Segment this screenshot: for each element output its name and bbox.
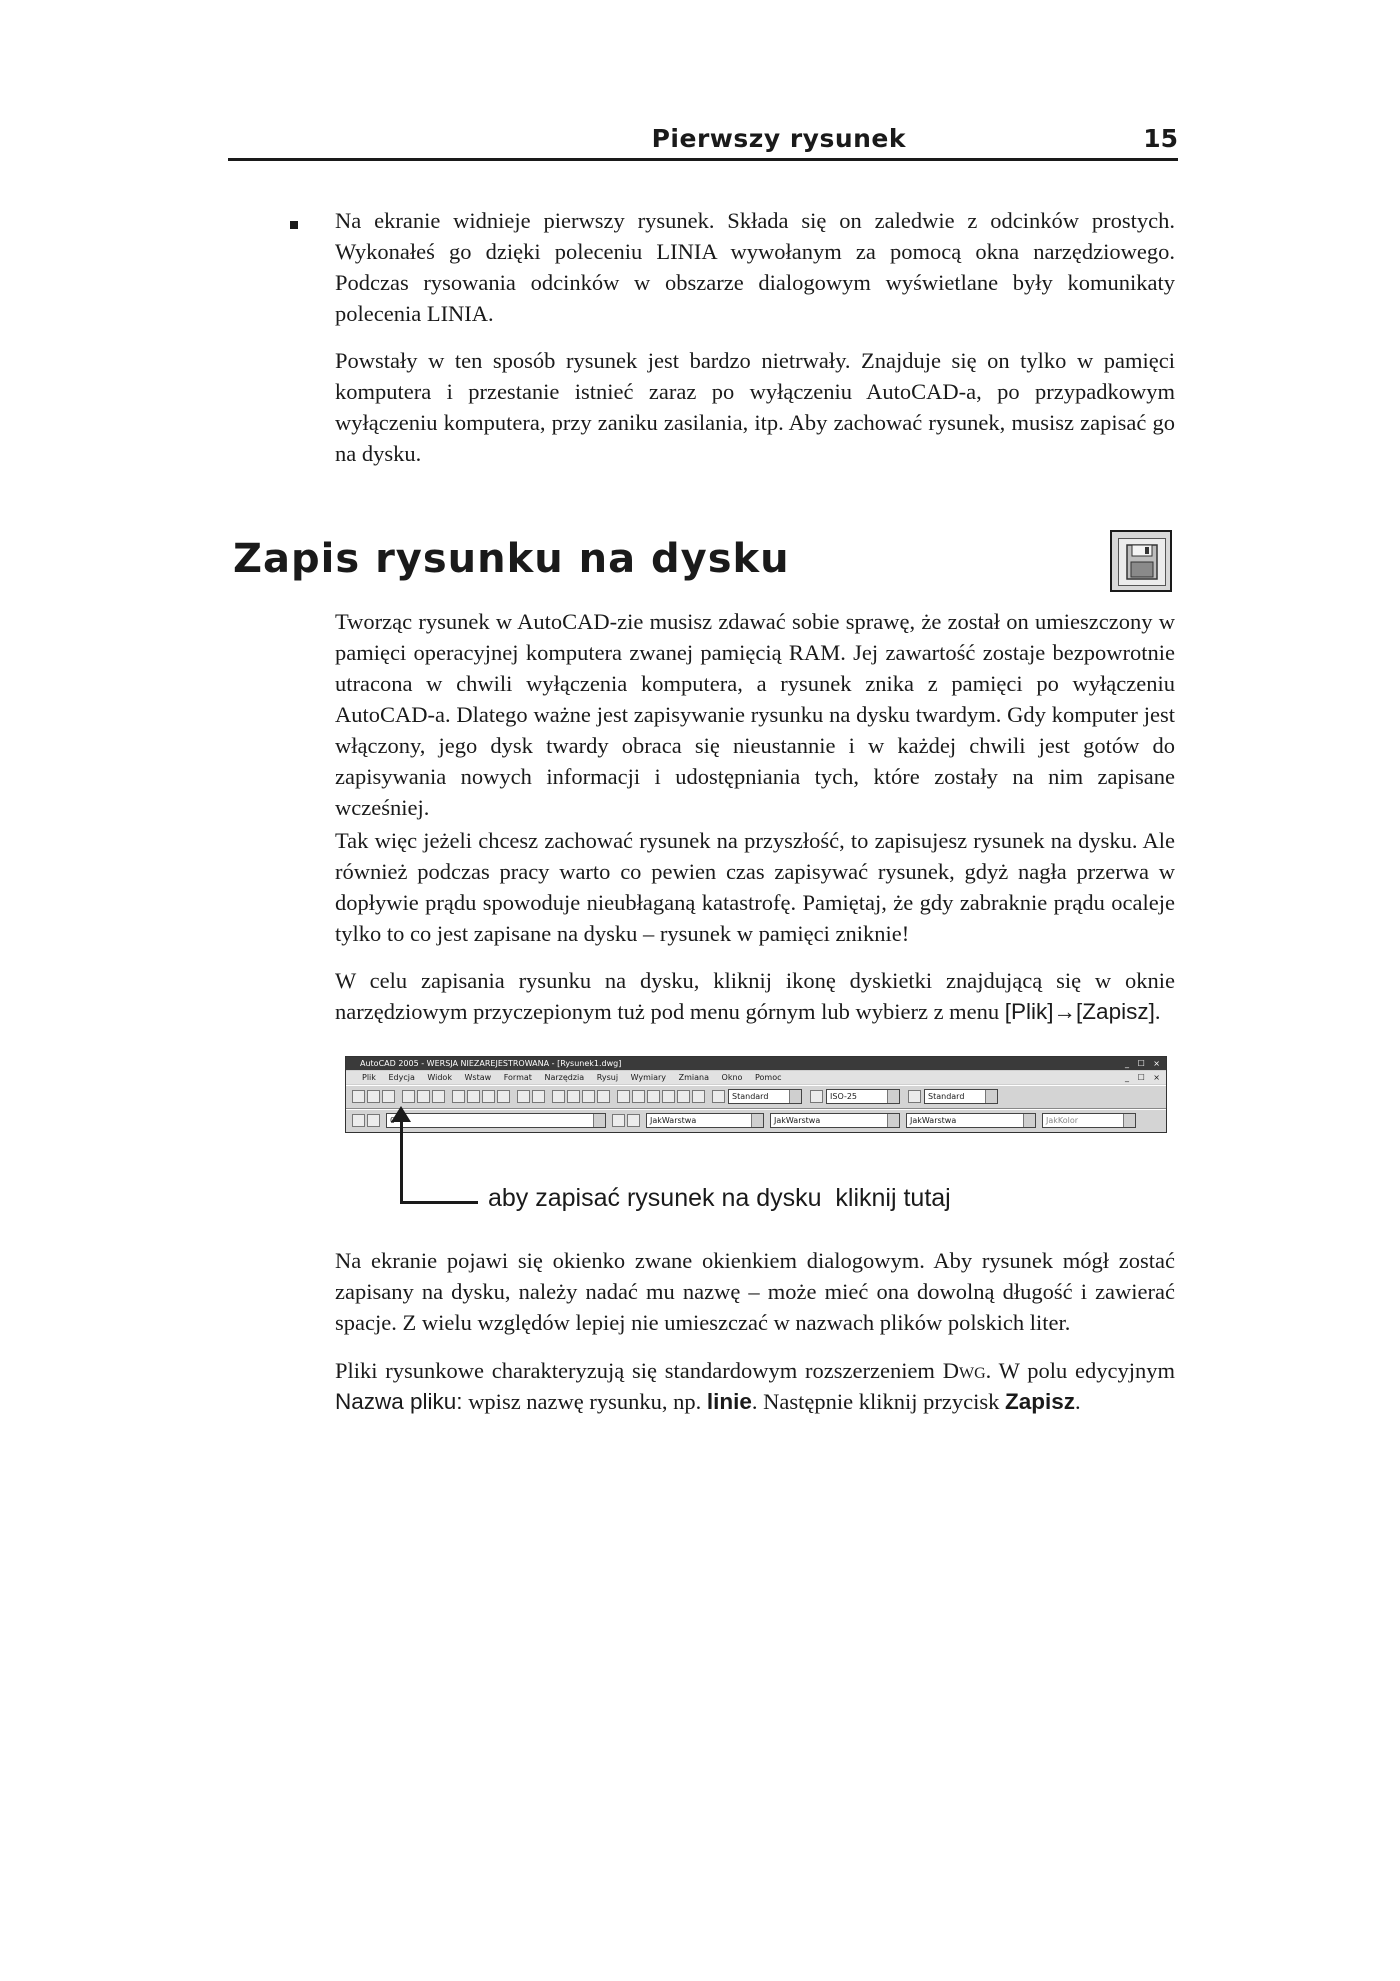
menu-item-rysuj[interactable]: Rysuj — [596, 1073, 619, 1082]
callout-line-horizontal — [400, 1201, 478, 1204]
file-extension: Dwg — [942, 1358, 986, 1383]
dim-style-icon[interactable] — [810, 1090, 823, 1103]
match-properties-icon[interactable] — [497, 1090, 510, 1103]
page-number: 15 — [1143, 124, 1178, 153]
layer-manager-icon[interactable] — [352, 1114, 365, 1127]
text-style-select[interactable]: Standard — [728, 1089, 802, 1104]
new-icon[interactable] — [352, 1090, 365, 1103]
menu-item-wstaw[interactable]: Wstaw — [464, 1073, 492, 1082]
open-icon[interactable] — [367, 1090, 380, 1103]
menu-item-format[interactable]: Format — [503, 1073, 532, 1082]
bullet-paragraph: Na ekranie widnieje pierwszy rysunek. Składa się on zaledwie z odcinków prostych. Wykonałeś go dzięki poleceniu LINIA wywołanym za pomocą okna narzędziowego. Podczas rysowania odcinków w obszarze dialogowym wyświetlane były komunikaty polecenia LINIA. — [335, 208, 1175, 326]
properties-icon[interactable] — [617, 1090, 630, 1103]
section-paragraph-1: Tworząc rysunek w AutoCAD-zie musisz zdawać sobie sprawę, że został on umieszczony w pamięci operacyjnej komputera zwanej pamięcią RAM. Jej zawartość zostaje bezpowrotnie utracona w chwili wyłączenia komputera, a rysunek znika z pamięci po wyłączeniu AutoCAD-a. Dlatego ważne jest zapisywanie rysunku na dysku twardym. Gdy komputer jest włączony, jego dysk twardy obraca się nieustannie i w każdej chwili jest gotów do zapisywania nowych informacji i udostępniania tych, które zostały na nim zapisane wcześniej. — [335, 609, 1175, 820]
doc-window-controls[interactable]: _ ☐ × — [1125, 1073, 1163, 1082]
menu-item-widok[interactable]: Widok — [427, 1073, 452, 1082]
save-icon[interactable] — [382, 1090, 395, 1103]
callout-line — [400, 1114, 403, 1204]
section-heading: Zapis rysunku na dysku — [233, 536, 790, 582]
make-current-icon[interactable] — [612, 1114, 625, 1127]
lineweight-select[interactable]: JakWarstwa — [906, 1113, 1036, 1128]
text-style-icon[interactable] — [712, 1090, 725, 1103]
intro-paragraph: Powstały w ten sposób rysunek jest bardzo nietrwały. Znajduje się on tylko w pamięci komputera i przestanie istnieć zaraz po wyłączeniu AutoCAD-a, po przypadkowym wyłączeniu komputera, przy zaniku zasilania, itp. Aby zachować rysunek, musisz zapisać go na dysku. — [335, 348, 1175, 466]
bullet-marker — [290, 221, 298, 229]
menu-item-narzedzia[interactable]: Narzędzia — [544, 1073, 585, 1082]
color-select[interactable]: JakWarstwa — [646, 1113, 764, 1128]
dim-style-select[interactable]: ISO-25 — [826, 1089, 900, 1104]
cut-icon[interactable] — [452, 1090, 465, 1103]
table-style-select[interactable]: Standard — [924, 1089, 998, 1104]
section-paragraph-3: W celu zapisania rysunku na dysku, kliknij ikonę dyskietki znajdującą się w oknie narzędziowym przyczepionym tuż pod menu górnym lub wybierz z menu [Plik]→[Zapisz]. — [335, 968, 1175, 1024]
autocad-toolbar-screenshot — [345, 1056, 1167, 1133]
floppy-disk-icon — [1110, 530, 1172, 592]
section-paragraph-5: Pliki rysunkowe charakteryzują się standardowym rozszerzeniem Dwg. W polu edycyjnym Nazwa pliku: wpisz nazwę rysunku, np. linie. Następnie kliknij przycisk Zapisz. — [335, 1358, 1175, 1414]
menu-item-zmiana[interactable]: Zmiana — [678, 1073, 709, 1082]
save-button-label: Zapisz — [1004, 1389, 1076, 1414]
design-center-icon[interactable] — [632, 1090, 645, 1103]
layers-properties-toolbar — [346, 1109, 1166, 1133]
plot-icon[interactable] — [402, 1090, 415, 1103]
quickcalc-icon[interactable] — [692, 1090, 705, 1103]
menu-item-pomoc[interactable]: Pomoc — [754, 1073, 782, 1082]
section-paragraph-2: Tak więc jeżeli chcesz zachować rysunek na przyszłość, to zapisujesz rysunek na dysku. Ale również podczas pracy warto co pewien czas zapisywać rysunek, gdyż nagła przerwa w dopływie prądu spowoduje nieubłaganą katastrofę. Pamiętaj, że gdy zabraknie prądu ocaleje tylko to co jest zapisane na dysku – rysunek w pamięci zniknie! — [335, 828, 1175, 946]
zoom-window-icon[interactable] — [582, 1090, 595, 1103]
publish-icon[interactable] — [432, 1090, 445, 1103]
menu-item-okno[interactable]: Okno — [721, 1073, 743, 1082]
file-name-example: linie — [706, 1389, 752, 1414]
field-label: Nazwa pliku: — [335, 1389, 463, 1414]
running-header — [228, 118, 1178, 161]
window-controls[interactable]: _ ☐ × — [1125, 1059, 1163, 1068]
redo-icon[interactable] — [532, 1090, 545, 1103]
markup-icon[interactable] — [677, 1090, 690, 1103]
zoom-realtime-icon[interactable] — [567, 1090, 580, 1103]
sheet-set-icon[interactable] — [662, 1090, 675, 1103]
zoom-previous-icon[interactable] — [597, 1090, 610, 1103]
menu-item-edycja[interactable]: Edycja — [388, 1073, 415, 1082]
pan-icon[interactable] — [552, 1090, 565, 1103]
menu-bar — [346, 1071, 1166, 1084]
menu-item-plik[interactable]: Plik — [362, 1073, 376, 1082]
chapter-title: Pierwszy rysunek — [651, 124, 906, 153]
paste-icon[interactable] — [482, 1090, 495, 1103]
copy-icon[interactable] — [467, 1090, 480, 1103]
layer-state-icon[interactable] — [367, 1114, 380, 1127]
callout-label: aby zapisać rysunek na dysku kliknij tutaj — [488, 1184, 951, 1212]
undo-icon[interactable] — [517, 1090, 530, 1103]
table-style-icon[interactable] — [908, 1090, 921, 1103]
section-paragraph-4: Na ekranie pojawi się okienko zwane okienkiem dialogowym. Aby rysunek mógł zostać zapisany na dysku, należy nadać mu nazwę – może mieć ona dowolną długość i zawierać spacje. Z wielu względów lepiej nie umieszczać w nazwach plików polskich liter. — [335, 1248, 1175, 1335]
preview-icon[interactable] — [417, 1090, 430, 1103]
linetype-select[interactable]: JakWarstwa — [770, 1113, 900, 1128]
menu-path: [Plik]→[Zapisz] — [1004, 999, 1155, 1024]
tool-palettes-icon[interactable] — [647, 1090, 660, 1103]
layer-select[interactable]: 0 — [386, 1113, 606, 1128]
menu-item-wymiary[interactable]: Wymiary — [630, 1073, 667, 1082]
app-titlebar: AutoCAD 2005 - WERSJA NIEZAREJESTROWANA - [Rysunek1.dwg] _ ☐ × — [346, 1057, 1166, 1070]
plot-style-select[interactable]: JakKolor — [1042, 1113, 1136, 1128]
layer-previous-icon[interactable] — [627, 1114, 640, 1127]
standard-toolbar — [346, 1085, 1166, 1109]
